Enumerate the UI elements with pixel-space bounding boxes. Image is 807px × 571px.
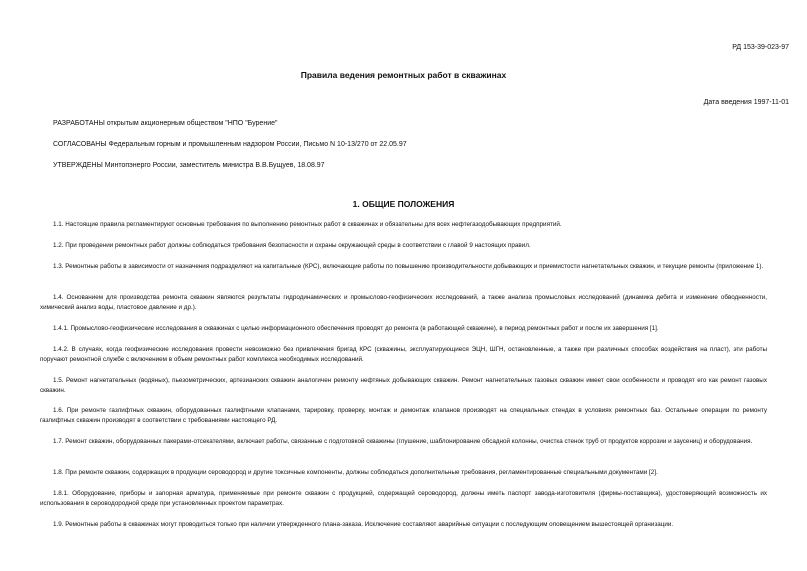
paragraph-1-6: 1.6. При ремонте газлифтных скважин, оборудованных газлифтными клапанами, тарировку, проверку, монтаж и демонтаж клапанов производят на специальных стендах в условиях ремонтных баз. Остальные операции по ремонту газлифтных скважин производят в соответствии с требованиями настоящего РД. — [40, 407, 767, 424]
paragraph-1-9: 1.9. Ремонтные работы в скважинах могут проводиться только при наличии утвержденного плана-заказа. Исключение составляют аварийные ситуации с последующим оповещением вышестоящей организации. — [53, 521, 674, 528]
paragraph-1-8: 1.8. При ремонте скважин, содержащих в продукции сероводород и другие токсичные компоненты, должны соблюдаться дополнительные требования, регламентированные специальными документами [2]. — [53, 469, 658, 476]
paragraph-1-4-1: 1.4.1. Промыслово-геофизические исследования в скважинах с целью информационного обеспечения проводят до ремонта (в работающей скважине), в период ремонтных работ и после их завершения [1]. — [53, 325, 659, 332]
paragraph-1-4-2: 1.4.2. В случаях, когда геофизические исследования провести невозможно без привлечения бригад КРС (скважины, эксплуатирующиеся ЭЦН, ШГН, остановленные, а также при различных способах воздействия на пласт), эти работы поручают ремонтной службе с включением в объем ремонтных работ комплекса необходимых исследований. — [40, 346, 767, 363]
paragraph-1-8-1: 1.8.1. Оборудование, приборы и запорная арматура, применяемые при ремонте скважин с продукцией, содержащей сероводород, должны иметь паспорт завода-изготовителя (фирмы-поставщика), удостоверяющий возможность их использования в сероводородной среде при установленных проектом параметрах. — [40, 490, 767, 507]
agreed-by: СОГЛАСОВАНЫ Федеральным горным и промышленным надзором России, Письмо N 10-13/270 от 22.05.97 — [53, 141, 407, 148]
paragraph-1-7: 1.7. Ремонт скважин, оборудованных пакерами-отсекателями, включает работы, связанные с подготовкой скважины (глушение, шаблонирование обсадной колонны, очистка стенок труб от продуктов коррозии и заусениц) и оборудования. — [53, 438, 753, 445]
effective-date: Дата введения 1997-11-01 — [703, 99, 789, 106]
paragraph-1-5: 1.5. Ремонт нагнетательных (водяных), пьезометрических, артезианских скважин аналогичен ремонту нефтяных добывающих скважин. Ремонт нагнетательных газовых скважин имеет свои особенности и проводят его как ремонт газовых скважин. — [40, 377, 767, 394]
paragraph-1-3: 1.3. Ремонтные работы в зависимости от назначения подразделяют на капитальные (КРС), включающие работы по повышению производительности добывающих и приемистости нагнетательных скважин, и текущие ремонты (приложение 1). — [53, 263, 764, 270]
document-title: Правила ведения ремонтных работ в скважинах — [300, 70, 507, 80]
document-number: РД 153-39-023-97 — [732, 44, 789, 51]
approved-by: УТВЕРЖДЕНЫ Минтопэнерго России, заместитель министра В.В.Бущуев, 18.08.97 — [53, 162, 325, 169]
paragraph-1-2: 1.2. При проведении ремонтных работ должны соблюдаться требования безопасности и охраны окружающей среды в соответствии с главой 9 настоящих правил. — [53, 242, 531, 249]
paragraph-1-1: 1.1. Настоящие правила регламентируют основные требования по выполнению ремонтных работ в скважинах и обязательны для всех нефтегазодобывающих предприятий. — [53, 221, 562, 228]
paragraph-1-4: 1.4. Основанием для производства ремонта скважин являются результаты гидродинамических и промыслово-геофизических исследований, а также анализа промысловых исследований (динамика дебита и изменение обводненности, химический анализ воды, пластовое давление и др.). — [40, 294, 767, 311]
section-heading: 1. ОБЩИЕ ПОЛОЖЕНИЯ — [352, 199, 455, 209]
developed-by: РАЗРАБОТАНЫ открытым акционерным обществом "НПО "Бурение" — [53, 120, 278, 127]
